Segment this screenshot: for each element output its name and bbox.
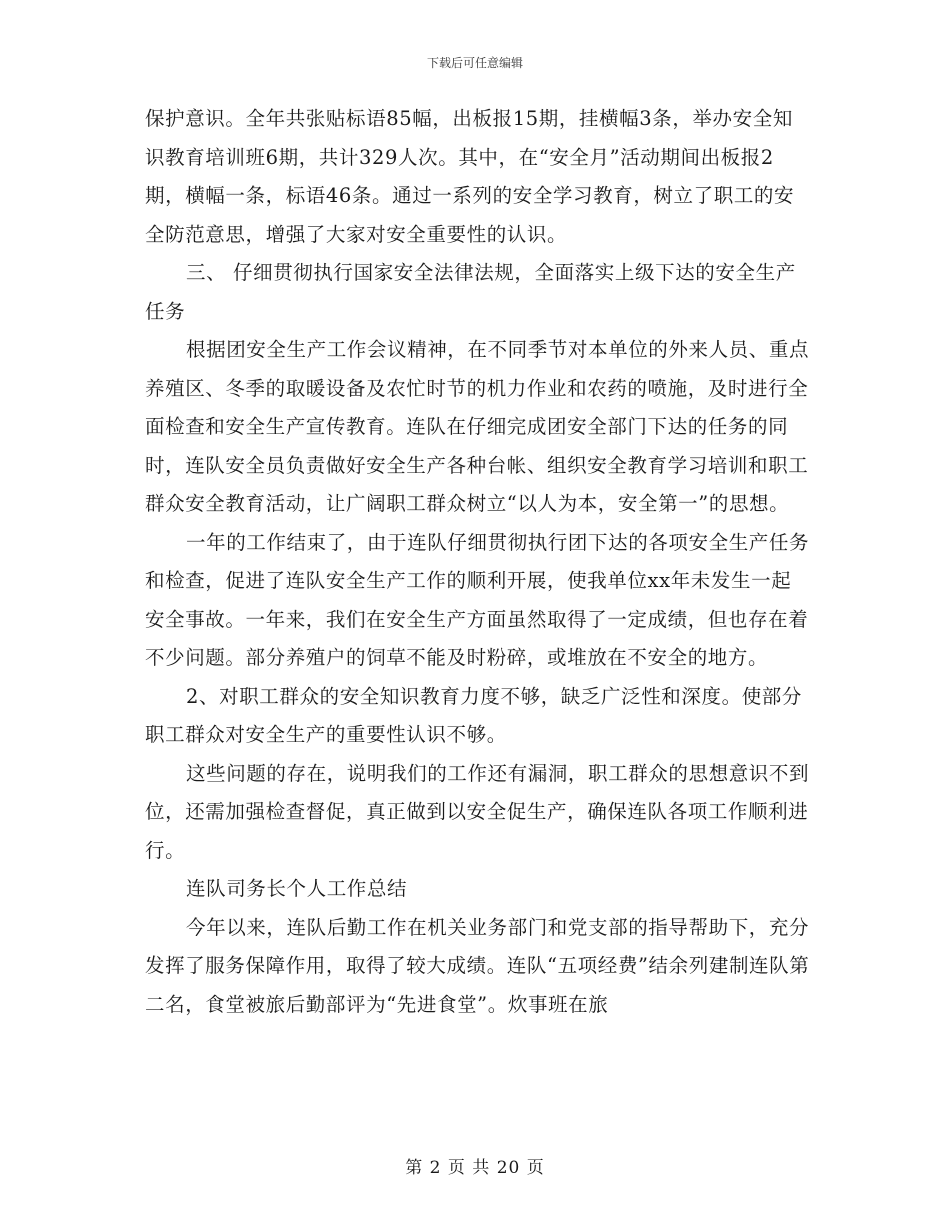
paragraph-conclusion: 这些问题的存在，说明我们的工作还有漏洞，职工群众的思想意识不到位，还需加强检查督促，真正做到以安全促生产，确保连队各项工作顺利进行。 xyxy=(145,761,810,862)
page-header-note: 下载后可任意编辑 xyxy=(426,56,523,70)
paragraph-issue-two: 2、对职工群众的安全知识教育力度不够，缺乏广泛性和深度。使部分职工群众对安全生产的重要性认识不够。 xyxy=(145,684,803,746)
paragraph-logistics-intro: 今年以来，连队后勤工作在机关业务部门和党支部的指导帮助下，充分发挥了服务保障作用，取得了较大成绩。连队“五项经费”结余列建制连队第二名，食堂被旅后勤部评为“先进食堂”。炊事班在旅 xyxy=(145,915,810,1016)
page-number: 第 2 页 共 20 页 xyxy=(405,1158,545,1178)
paragraph-safety-awareness: 保护意识。全年共张贴标语85幅，出板报15期，挂横幅3条，举办安全知识教育培训班6期，共计329人次。其中，在“安全月”活动期间出板报2期，横幅一条，标语46条。通过一系列的安全学习教育，树立了职工的安全防范意思，增强了大家对安全重要性的认识。 xyxy=(145,107,795,246)
paragraph-year-summary: 一年的工作结束了，由于连队仔细贯彻执行团下达的各项安全生产任务和检查，促进了连队安全生产工作的顺利开展，使我单位xx年未发生一起安全事故。一年来，我们在安全生产方面虽然取得了一定成绩，但也存在着不少问题。部分养殖户的饲草不能及时粉碎，或堆放在不安全的地方。 xyxy=(145,530,810,669)
section-title-quartermaster: 连队司务长个人工作总结 xyxy=(186,877,408,900)
section-heading-three: 三、 仔细贯彻执行国家安全法律法规，全面落实上级下达的安全生产任务 xyxy=(145,261,796,323)
document-body xyxy=(145,100,810,1024)
paragraph-safety-inspection: 根据团安全生产工作会议精神，在不同季节对本单位的外来人员、重点养殖区、冬季的取暖设备及农忙时节的机力作业和农药的喷施，及时进行全面检查和安全生产宣传教育。连队在仔细完成团安全部门下达的任务的同时，连队安全员负责做好安全生产各种台帐、组织安全教育学习培训和职工群众安全教育活动，让广阔职工群众树立“以人为本，安全第一”的思想。 xyxy=(145,338,810,515)
